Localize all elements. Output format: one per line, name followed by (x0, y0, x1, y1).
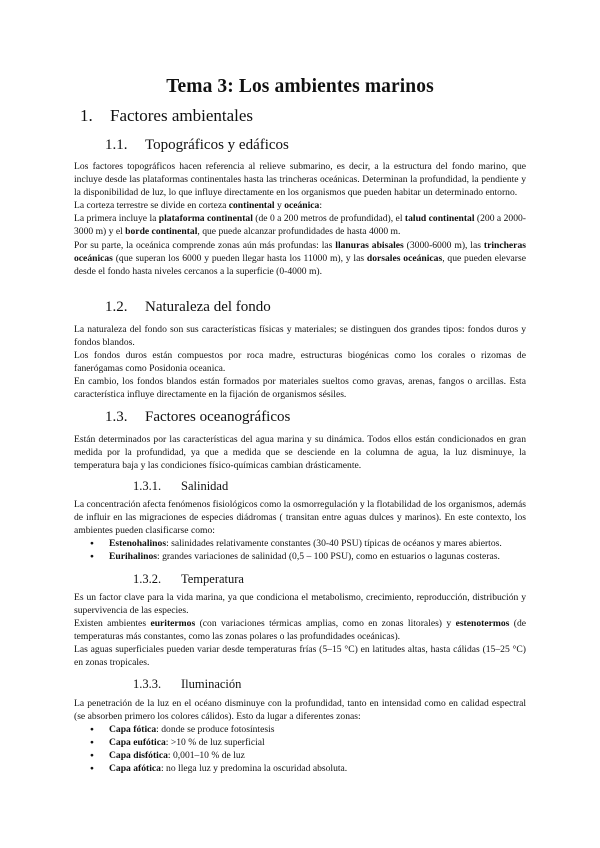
subsubsection-heading-iluminacion (133, 677, 241, 692)
paragraph: Por su parte, la oceánica comprende zonas aún más profundas: las llanuras abisales (3000-6000 m), las trincheras oceánicas (que superan los 6000 y pueden llegar hasta los 11000 m), y las dorsales oceánicas, que pueden elevarse desde el fondo hasta niveles cercanos a la superficie (0-4000 m). (74, 239, 526, 277)
subsection-title: Topográficos y edáficos (145, 137, 289, 153)
subsection-number: 1.3. (105, 409, 128, 425)
salinidad-text (74, 498, 526, 563)
paragraph: Están determinados por las características del agua marina y su dinámica. Todos ellos están condicionados en gran medida por la profundidad, ya que a medida que se desciende en la columna de agua, la luz disminuye, la temperatura baja y las condiciones físico-químicas cambian drásticamente. (74, 434, 526, 472)
iluminacion-list (74, 723, 526, 775)
subsection-title: Factores oceanográficos (145, 409, 291, 425)
paragraph: La naturaleza del fondo son sus características físicas y materiales; se distinguen dos grandes tipos: fondos duros y fondos blandos. (74, 324, 526, 349)
subsubsection-heading-salinidad (133, 479, 228, 494)
list-item: ● Eurihalinos: grandes variaciones de salinidad (0,5 – 100 PSU), como en estuarios o lagunas costeras. (74, 550, 526, 563)
subsubsection-number: 1.3.2. (133, 572, 162, 586)
section-heading-factores-ambientales (80, 106, 253, 126)
topograficos-text (74, 160, 526, 278)
list-item: ● Estenohalinos: salinidades relativamente constantes (30-40 PSU) típicas de océanos y mares abiertos. (74, 537, 526, 550)
section-number: 1. (80, 106, 93, 125)
subsubsection-title: Iluminación (181, 677, 242, 691)
subsection-title: Naturaleza del fondo (145, 299, 271, 315)
list-item: ● Capa fótica: donde se produce fotosíntesis (74, 723, 526, 736)
paragraph: La corteza terrestre se divide en corteza continental y oceánica: (74, 200, 323, 212)
subsection-heading-naturaleza-del-fondo (105, 299, 271, 316)
subsubsection-heading-temperatura (133, 572, 244, 587)
subsubsection-title: Salinidad (181, 479, 229, 493)
subsubsection-title: Temperatura (181, 572, 244, 586)
paragraph: La concentración afecta fenómenos fisiológicos como la osmorregulación y la flotabilidad de los organismos, además de influir en las migraciones de especies diádromas ( transitan entre aguas dulces y marinos). En este contexto, los ambientes pueden clasificarse como: (74, 499, 526, 537)
subsection-number: 1.1. (105, 137, 128, 153)
list-item: ● Capa eufótica: >10 % de luz superficial (74, 736, 526, 749)
paragraph: Los factores topográficos hacen referencia al relieve submarino, es decir, a la estructura del fondo marino, que incluye desde las plataformas continentales hasta las trincheras oceánicas. Determinan la profundidad, la pendiente y la disponibilidad de luz, lo que influye directamente en los organismos que pueden habitar un determinado entorno. (74, 161, 526, 199)
subsection-number: 1.2. (105, 299, 128, 315)
subsection-heading-topograficos (105, 137, 289, 154)
oceanograficos-text (74, 433, 526, 472)
list-item: ● Capa afótica: no llega luz y predomina la oscuridad absoluta. (74, 762, 526, 775)
salinidad-list (74, 537, 526, 563)
naturaleza-fondo-text (74, 323, 526, 402)
subsubsection-number: 1.3.3. (133, 677, 162, 691)
paragraph: Es un factor clave para la vida marina, ya que condiciona el metabolismo, crecimiento, reproducción, distribución y supervivencia de las especies. (74, 592, 526, 617)
paragraph: La primera incluye la plataforma continental (de 0 a 200 metros de profundidad), el talud continental (200 a 2000-3000 m) y el borde continental, que puede alcanzar profundidades de hasta 4000 m. (74, 213, 526, 238)
subsection-heading-factores-oceanograficos (105, 409, 290, 426)
paragraph: En cambio, los fondos blandos están formados por materiales sueltos como gravas, arenas, fangos o arcillas. Esta característica influye directamente en la fijación de organismos sésiles. (74, 376, 526, 401)
paragraph: Existen ambientes euritermos (con variaciones térmicas amplias, como en zonas litorales) y estenotermos (de temperaturas más constantes, como las zonas polares o las profundidades oceánicas). (74, 618, 527, 643)
paragraph: Las aguas superficiales pueden variar desde temperaturas frías (5–15 °C) en latitudes altas, hasta cálidas (15–25 °C) en zonas tropicales. (74, 644, 526, 669)
page-title: Tema 3: Los ambientes marinos (166, 76, 434, 97)
iluminacion-text (74, 697, 526, 776)
section-title: Factores ambientales (110, 106, 254, 125)
temperatura-text (74, 591, 526, 670)
list-item: ● Capa disfótica: 0,001–10 % de luz (74, 749, 526, 762)
paragraph: Los fondos duros están compuestos por roca madre, estructuras biogénicas como los corales o rizomas de fanerógamas como Posidonia oceanica. (74, 350, 526, 375)
paragraph: La penetración de la luz en el océano disminuye con la profundidad, tanto en intensidad como en calidad espectral (se absorben primero los colores cálidos). Esto da lugar a diferentes zonas: (74, 698, 526, 723)
subsubsection-number: 1.3.1. (133, 479, 162, 493)
